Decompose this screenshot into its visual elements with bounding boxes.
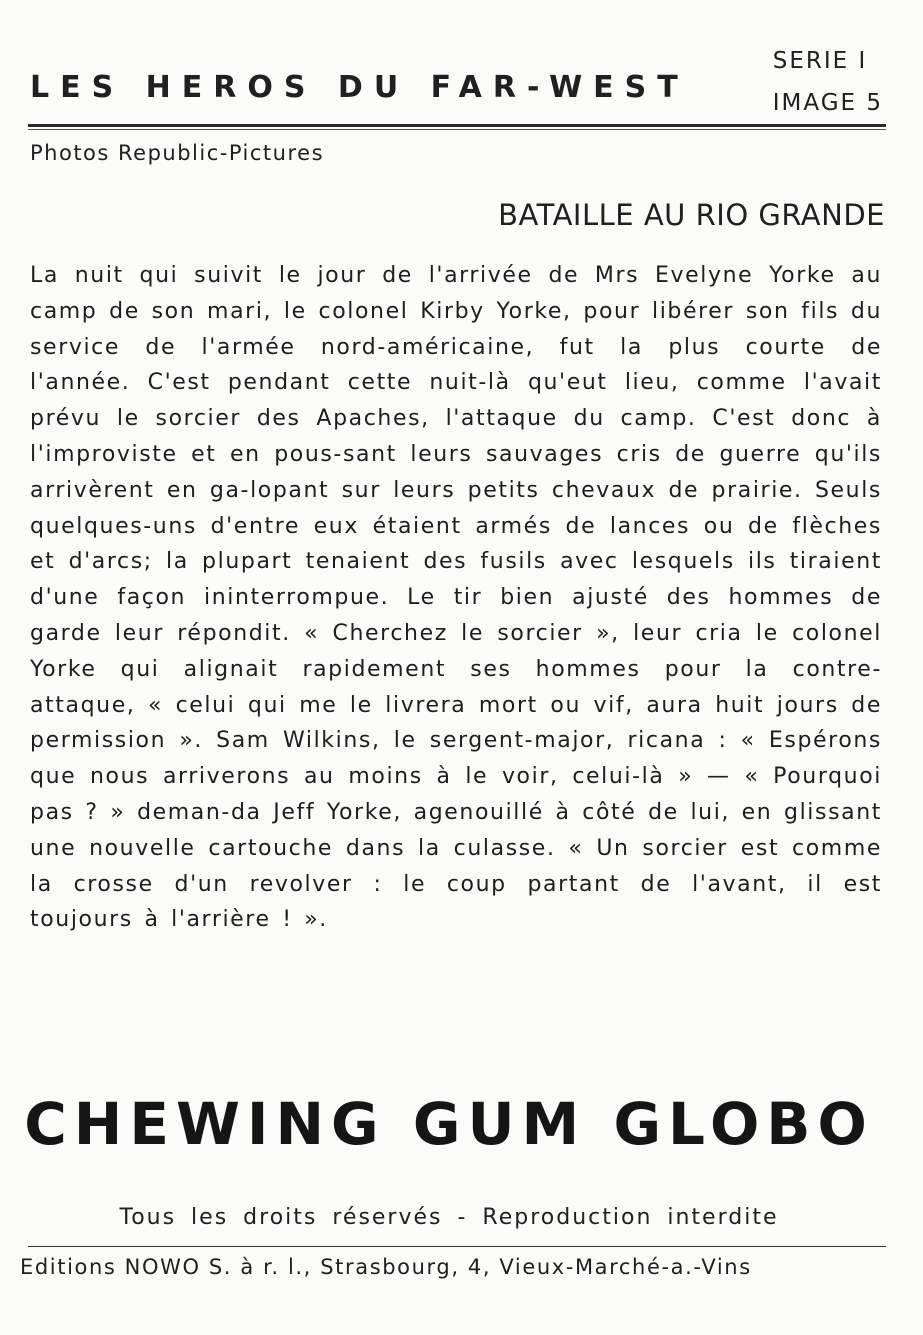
header-rule bbox=[28, 124, 886, 127]
series-number: SERIE I bbox=[772, 48, 868, 74]
image-number: IMAGE 5 bbox=[772, 90, 883, 116]
photo-credit: Photos Republic-Pictures bbox=[30, 141, 325, 165]
publisher-line: Editions NOWO S. à r. l., Strasbourg, 4, Vieux-Marché-a.-Vins bbox=[20, 1255, 752, 1279]
series-meta bbox=[773, 40, 883, 124]
footer-rule bbox=[28, 1246, 886, 1247]
series-title: LES HEROS DU FAR-WEST bbox=[30, 70, 689, 105]
story-title: BATAILLE AU RIO GRANDE bbox=[498, 198, 885, 232]
brand-name: CHEWING GUM GLOBO bbox=[24, 1090, 874, 1158]
story-text: La nuit qui suivit le jour de l'arrivée de Mrs Evelyne Yorke au camp de son mari, le colonel Kirby Yorke, pour libérer son fils du service de l'armée nord-américaine, fut la plus courte de l'année. C'est pendant cette nuit-là qu'eut lieu, comme l'avait prévu le sorcier des Apaches, l'attaque du camp. C'est donc à l'improviste et en pous-sant leurs sauvages cris de guerre qu'ils arrivèrent en ga-lopant sur leurs petits chevaux de prairie. Seuls quelques-uns d'entre eux étaient armés de lances ou de flèches et d'arcs; la plupart tenaient des fusils avec lesquels ils tiraient d'une façon ininterrompue. Le tir bien ajusté des hommes de garde leur répondit. « Cherchez le sorcier », leur cria le colonel Yorke qui alignait rapidement ses hommes pour la contre-attaque, « celui qui me le livrera mort ou vif, aura huit jours de permission ». Sam Wilkins, le sergent-major, ricana : « Espérons que nous arriverons au moins à le voir, celui-là » — « Pourquoi pas ? » deman-da Jeff Yorke, agenouillé à côté de lui, en glissant une nouvelle cartouche dans la culasse. « Un sorcier est comme la crosse d'un revolver : le coup partant de l'avant, il est toujours à l'arrière ! ». bbox=[30, 263, 882, 933]
rights-notice: Tous les droits réservés - Reproduction interdite bbox=[119, 1205, 779, 1230]
header-rule-thin bbox=[28, 129, 886, 130]
